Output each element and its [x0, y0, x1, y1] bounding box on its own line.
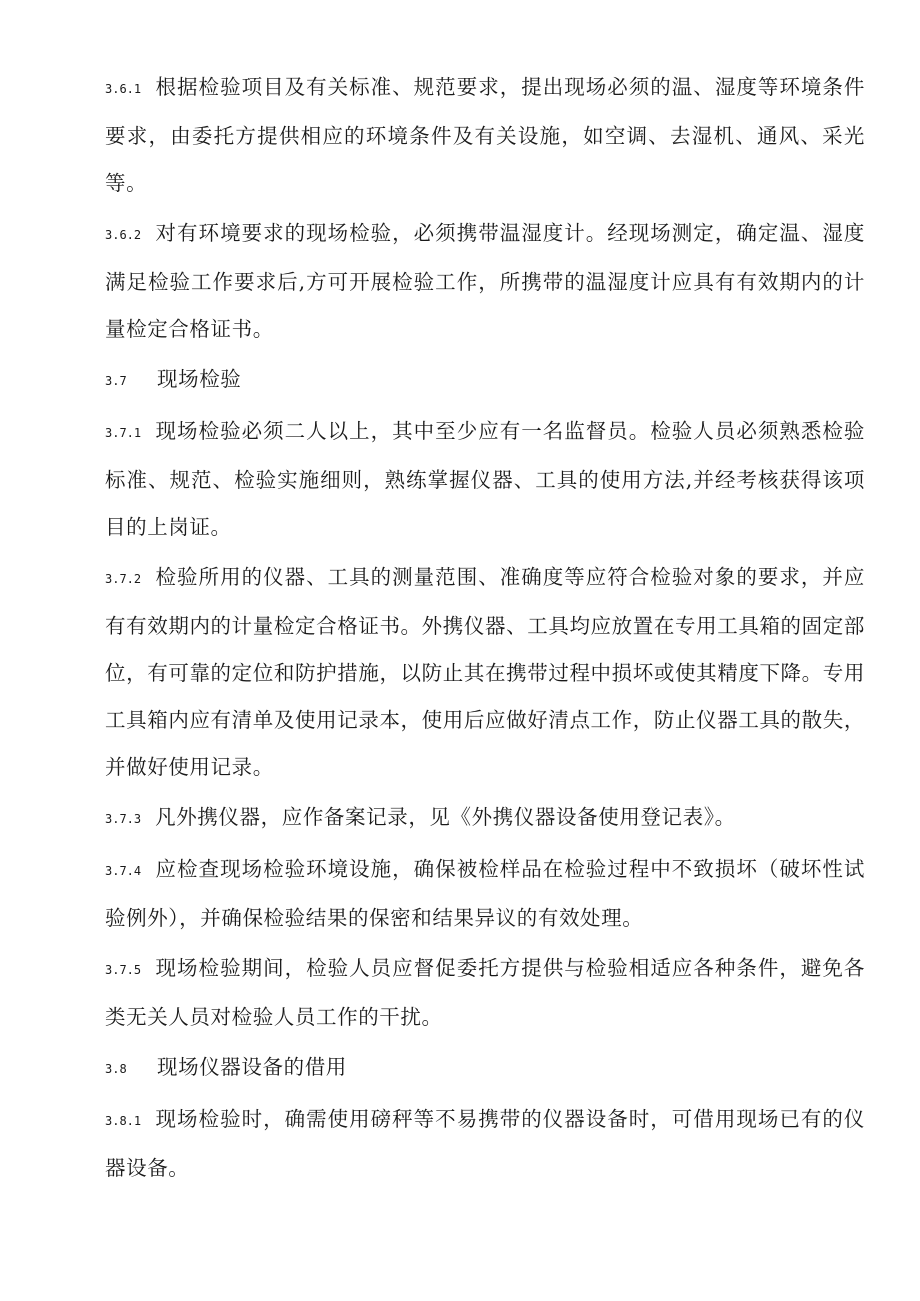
clause-number: 3.7.3 — [105, 812, 142, 826]
paragraph-3-6-2 — [105, 210, 865, 353]
paragraph-3-6-1 — [105, 64, 865, 207]
clause-number: 3.7.1 — [105, 426, 142, 440]
section-title: 现场检验 — [157, 367, 242, 391]
paragraph-text: 应检查现场检验环境设施，确保被检样品在检验过程中不致损坏（破坏性试验例外），并确保检验结果的保密和结果异议的有效处理。 — [105, 857, 865, 930]
paragraph-text: 检验所用的仪器、工具的测量范围、准确度等应符合检验对象的要求，并应有有效期内的计量检定合格证书。外携仪器、工具均应放置在专用工具箱的固定部位，有可靠的定位和防护措施，以防止其在携带过程中损坏或使其精度下降。专用工具箱内应有清单及使用记录本，使用后应做好清点工作，防止仪器工具的散失，并做好使用记录。 — [105, 565, 865, 779]
paragraph-3-7-3 — [105, 794, 865, 843]
clause-number: 3.6.1 — [105, 82, 142, 96]
section-heading-3-7 — [105, 356, 865, 405]
paragraph-text: 根据检验项目及有关标准、规范要求，提出现场必须的温、湿度等环境条件要求，由委托方提供相应的环境条件及有关设施，如空调、去湿机、通风、采光等。 — [105, 75, 865, 195]
paragraph-text: 现场检验期间，检验人员应督促委托方提供与检验相适应各种条件，避免各类无关人员对检验人员工作的干扰。 — [105, 956, 865, 1029]
section-title: 现场仪器设备的借用 — [157, 1055, 347, 1079]
document-page — [105, 64, 865, 1195]
paragraph-text: 现场检验必须二人以上，其中至少应有一名监督员。检验人员必须熟悉检验标准、规范、检验实施细则，熟练掌握仪器、工具的使用方法,并经考核获得该项目的上岗证。 — [105, 419, 865, 539]
paragraph-text: 现场检验时，确需使用磅秤等不易携带的仪器设备时，可借用现场已有的仪器设备。 — [105, 1107, 865, 1180]
paragraph-text: 对有环境要求的现场检验，必须携带温湿度计。经现场测定，确定温、湿度满足检验工作要求后,方可开展检验工作，所携带的温湿度计应具有有效期内的计量检定合格证书。 — [105, 221, 865, 341]
paragraph-3-7-1 — [105, 408, 865, 551]
clause-number: 3.7.4 — [105, 864, 142, 878]
paragraph-text: 凡外携仪器，应作备案记录，见《外携仪器设备使用登记表》。 — [155, 805, 736, 829]
paragraph-3-7-4 — [105, 846, 865, 942]
section-heading-3-8 — [105, 1044, 865, 1093]
paragraph-3-8-1 — [105, 1096, 865, 1192]
paragraph-3-7-2 — [105, 554, 865, 791]
section-number: 3.7 — [105, 374, 127, 388]
clause-number: 3.6.2 — [105, 228, 142, 242]
clause-number: 3.8.1 — [105, 1114, 142, 1128]
clause-number: 3.7.5 — [105, 963, 142, 977]
paragraph-3-7-5 — [105, 945, 865, 1041]
clause-number: 3.7.2 — [105, 572, 142, 586]
section-number: 3.8 — [105, 1062, 127, 1076]
